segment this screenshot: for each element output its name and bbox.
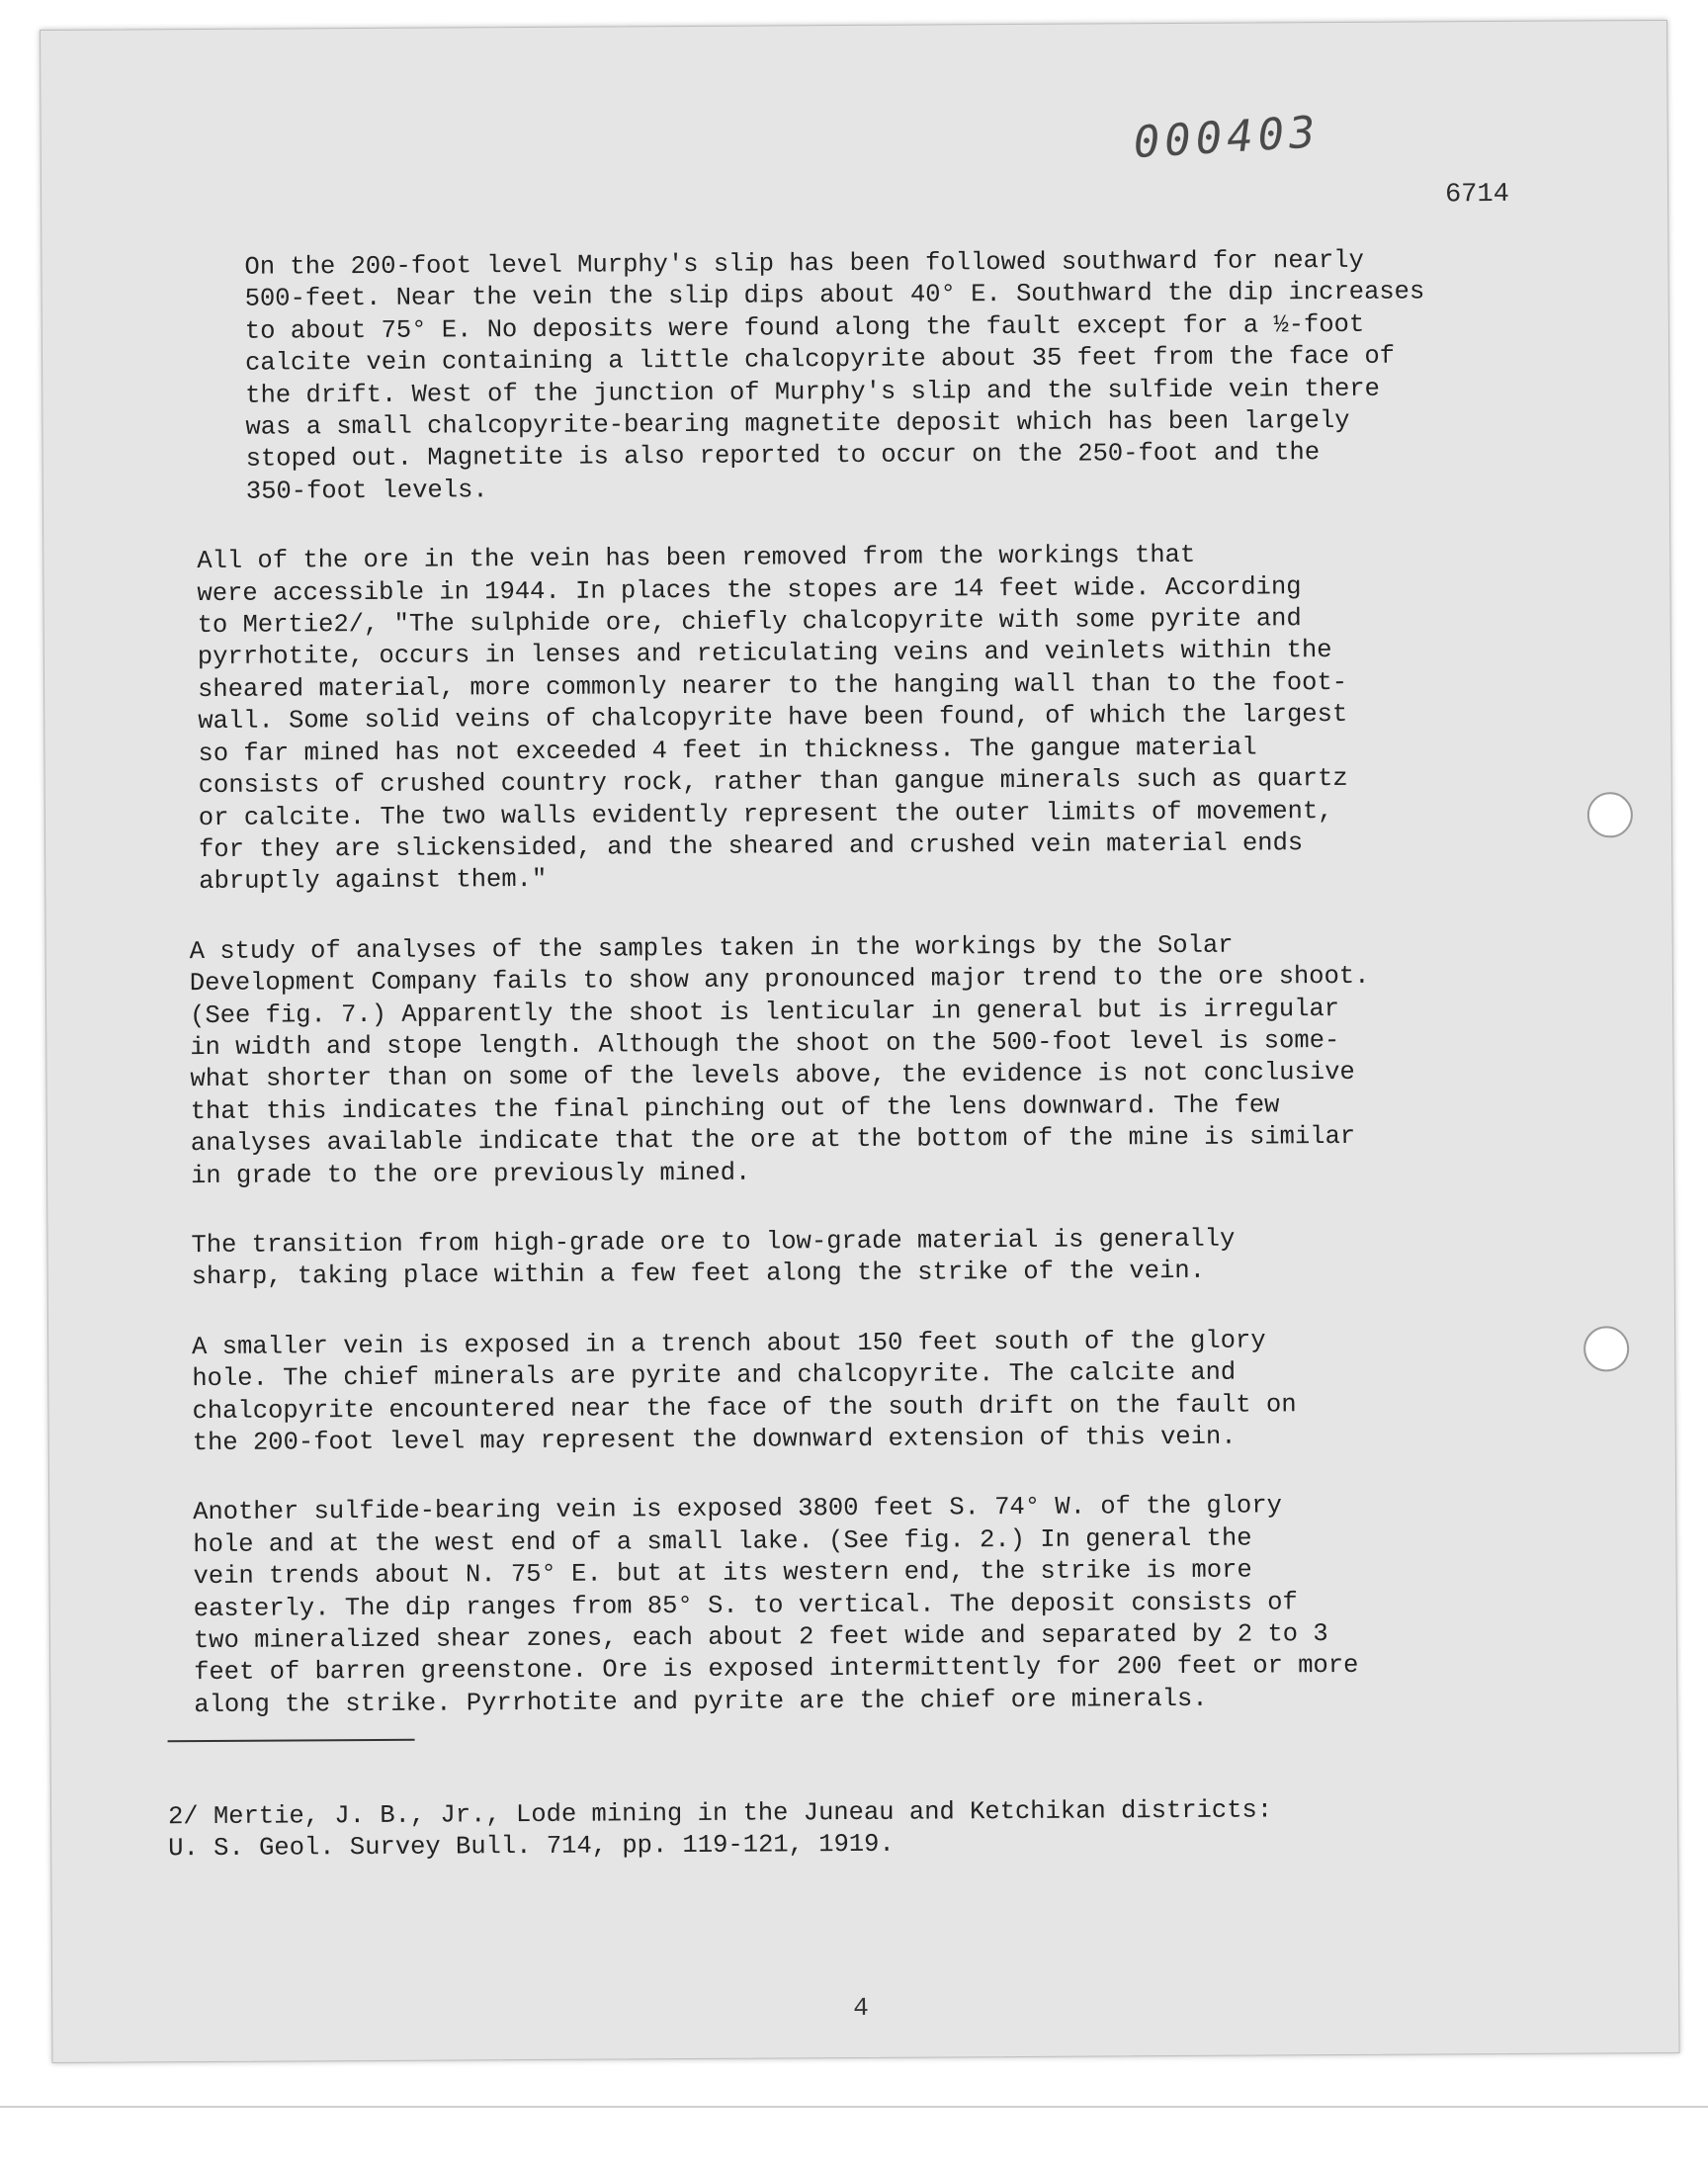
body-text — [185, 244, 1548, 1760]
punch-hole — [1583, 1326, 1629, 1371]
punch-hole — [1587, 792, 1633, 837]
document-page — [40, 20, 1680, 2063]
document-stamp-number: 000403 — [1132, 107, 1322, 169]
paragraph-transition: The transition from high-grade ore to low-grade material is generally sharp, taking place within a few feet along the strike of the vein. — [191, 1224, 1236, 1292]
footnote: 2/ Mertie, J. B., Jr., Lode mining in the Juneau and Ketchikan districts: U. S. Geol. Survey Bull. 714, pp. 119-121, 1919. — [167, 1795, 1273, 1864]
bottom-page-number: 4 — [853, 1992, 869, 2024]
paragraph-smaller-vein: A smaller vein is exposed in a trench about 150 feet south of the glory hole. The chief minerals are pyrite and chalcopyrite. The calcite and chalcopyrite encountered near the face of the south drift on the fault on the 200-foot level may represent the downward extension of this vein. — [192, 1326, 1297, 1458]
top-page-number: 6714 — [1444, 179, 1509, 211]
paragraph-another-vein: Another sulfide-bearing vein is exposed 3800 feet S. 74° W. of the glory hole and at the west end of a small lake. (See fig. 2.) In general the vein trends about N. 75° E. but at its western end, the strike is more easterly. The dip ranges from 85° S. to vertical. The deposit consists of two mineralized shear zones, each about 2 feet wide and separated by 2 to 3 feet of barren greenstone. Ore is exposed intermittently for 200 feet or more along the strike. Pyrrhotite and pyrite are the chief ore minerals. — [193, 1491, 1359, 1719]
paragraph-analyses-study: A study of analyses of the samples taken in the workings by the Solar Development Company fails to show any pronounced major trend to the ore shoot. (See fig. 7.) Apparently the shoot is lenticular in general but is irregular in width and stope length. Although the shoot on the 500-foot level is some- what shorter than on some of the levels above, the evidence is not conclusive that this indicates the final pinching out of the lens downward. The few analyses available indicate that the ore at the bottom of the mine is similar in grade to the ore previously mined. — [189, 930, 1370, 1190]
paragraph-murphys-slip: On the 200-foot level Murphy's slip has been followed southward for nearly 500-feet. Near the vein the slip dips about 40° E. Southward the dip increases to about 75° E. No deposits were found along the fault except for a ½-foot calcite vein containing a little chalcopyrite about 35 feet from the face of the drift. West of the junction of Murphy's slip and the sulfide vein there was a small chalcopyrite-bearing magnetite deposit which has been largely stoped out. Magnetite is also reported to occur on the 250-foot and the 350-foot levels. — [244, 245, 1425, 506]
scan-edge-line — [0, 2106, 1708, 2108]
paragraph-ore-removed: All of the ore in the vein has been removed from the workings that were accessible in 1944. In places the stopes are 14 feet wide. According to Mertie2/, "The sulphide ore, chiefly chalcopyrite with some pyrite and pyrrhotite, occurs in lenses and reticulating veins and veinlets within the sheared material, more commonly nearer to the hanging wall than to the foot- wall. Some solid veins of chalcopyrite have been found, of which the largest so far mined has not exceeded 4 feet in thickness. The gangue material consists of crushed country rock, rather than gangue minerals such as quartz or calcite. The two walls evidently represent the outer limits of movement, for they are slickensided, and the sheared and crushed vein material ends abruptly against them." — [197, 541, 1348, 897]
